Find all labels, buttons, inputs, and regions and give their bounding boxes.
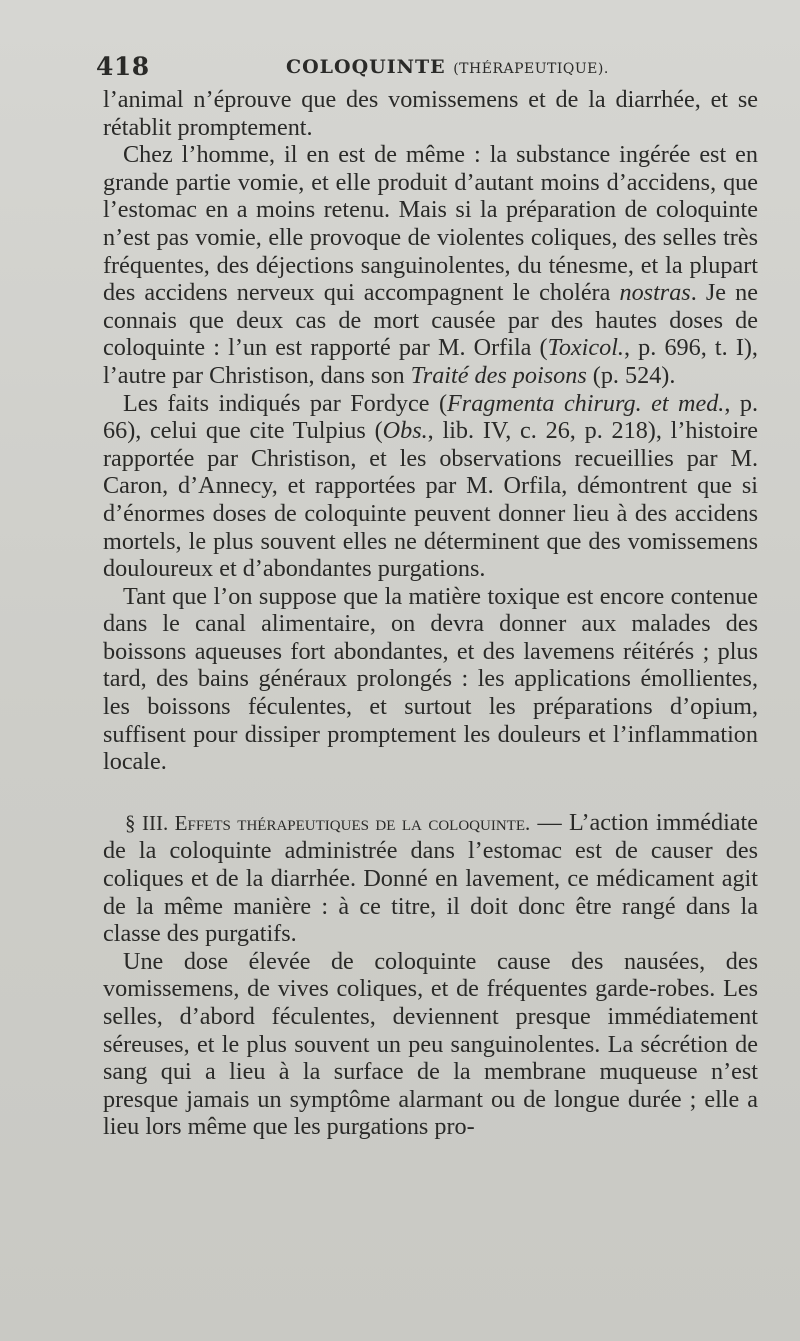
- paragraph-3: [103, 390, 758, 583]
- p3-text-c: , p. 66), celui que cite Tulpius (: [103, 389, 758, 445]
- paragraph-2: [103, 141, 758, 389]
- p2-text-g: (p. 524).: [586, 361, 676, 389]
- paragraph-6: Une dose élevée de coloquinte cause des nausées, des vomissemens, de vives coliques, et de fréquentes garde-robes. Les selles, d’abord féculentes, deviennent presque immédiatement séreuses, et le plus souvent un peu sanguinolentes. La sécrétion de sang qui a lieu à la surface de la membrane muqueuse n’est presque jamais un symptôme alarmant ou de longue durée ; elle a lieu lors même que les purgations pro-: [103, 947, 758, 1141]
- p2-text-c: . Je ne connais que deux cas de mort causée par des hautes doses de coloquinte : l’un est rapporté par M. Orfila (: [103, 279, 758, 362]
- section-3-paragraph: [103, 809, 758, 948]
- body-text: [103, 86, 758, 1141]
- paragraph-1: l’animal n’éprouve que des vomissemens et de la diarrhée, et se rétablit promptement.: [103, 86, 758, 141]
- paragraph-4: Tant que l’on suppose que la matière toxique est encore contenue dans le canal alimentaire, on devra donner aux malades des boissons aqueuses fort abondantes, et des lavemens réitérés ; plus tard, des bains généraux prolongés : les applications émollientes, les boissons féculentes, et surtout les préparations d’opium, suffisent pour dissiper promptement les douleurs et l’inflammation locale.: [103, 582, 758, 776]
- p3-text-a: Les faits indiqués par Fordyce (: [123, 389, 447, 417]
- p3-italic-fragmenta: Fragmenta chirurg. et med.: [447, 389, 725, 417]
- page-header: [96, 52, 761, 86]
- p3-italic-obs: Obs.: [382, 417, 428, 445]
- p3-text-e: , lib. IV, c. 26, p. 218), l’histoire rapportée par Christison, et les observations recueillies par M. Caron, d’Annecy, et rapportées par M. Orfila, démontrent que si d’énormes doses de coloquinte peuvent donner lieu à des accidens mortels, le plus souvent elles ne déterminent que des vomissemens douloureux et d’abondantes purgations.: [103, 417, 758, 583]
- section-text: — L’action immédiate de la coloquinte administrée dans l’estomac est de causer des coliques et de la diarrhée. Donné en lavement, ce médicament agit de la même manière : à ce titre, il doit donc être rangé dans la classe des purgatifs.: [103, 808, 758, 948]
- running-head-main: COLOQUINTE: [286, 56, 446, 78]
- running-head: [286, 56, 609, 78]
- p2-text-a: Chez l’homme, il en est de même : la substance ingérée est en grande partie vomie, et elle produit d’autant moins d’accidens, que l’estomac en a moins retenu. Mais si la préparation de coloquinte n’est pas vomie, elle provoque de violentes coliques, des selles très fréquentes, des déjections sanguinolentes, du ténesme, et la plupart des accidens nerveux qui accompagnent le choléra: [103, 141, 758, 307]
- p2-italic-traite: Traité des poisons: [410, 361, 587, 389]
- running-head-sub: (THÉRAPEUTIQUE).: [453, 61, 609, 77]
- page-number: 418: [96, 52, 150, 81]
- section-heading: § III. Effets thérapeutiques de la coloquinte.: [125, 810, 531, 835]
- p2-text-e: , p. 696, t. I), l’autre par Christison, dans son: [103, 334, 758, 389]
- p2-italic-toxicol: Toxicol.: [547, 334, 624, 362]
- p2-italic-nostras: nostras: [619, 279, 691, 307]
